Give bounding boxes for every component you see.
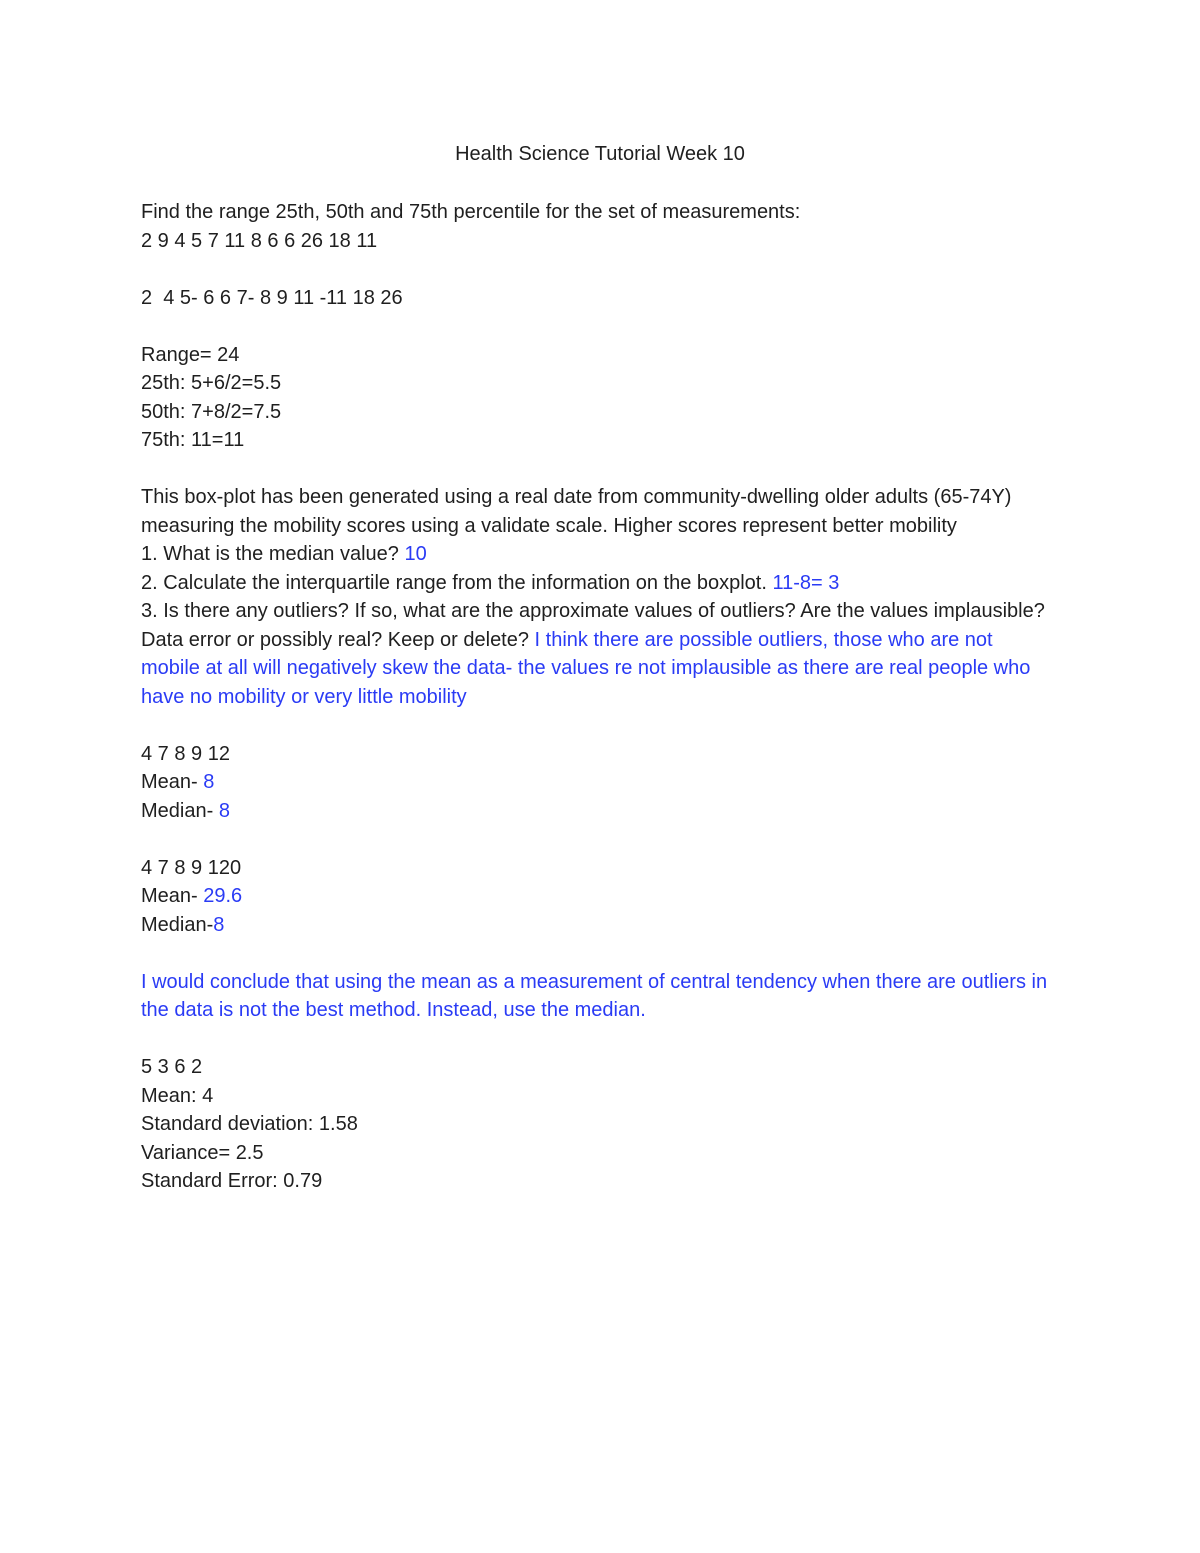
mean-2-value: 29.6 <box>203 885 243 907</box>
data-set-3: 5 3 6 2 <box>141 1056 203 1078</box>
spacer <box>141 825 1051 854</box>
answer-1: 10 <box>404 543 427 565</box>
spacer <box>141 255 1051 284</box>
question-1 <box>141 540 1051 569</box>
question-1-text: 1. What is the median value? <box>141 543 405 565</box>
median-1-label: Median- <box>141 799 219 822</box>
question-3-text: 3. Is there any outliers? If so, what are the approximate values of outliers? Are the values implausible? Data error or possibly real? Keep or delete? <box>141 600 1051 651</box>
median-2-value: 8 <box>213 913 225 936</box>
percentile-75th: 75th: 11=11 <box>141 429 245 451</box>
median-1-value: 8 <box>218 799 230 822</box>
standard-error: Standard Error: 0.79 <box>141 1170 323 1192</box>
median-2 <box>141 911 1051 940</box>
raw-measurements: 2 9 4 5 7 11 8 6 6 26 18 11 <box>141 229 378 252</box>
median-1 <box>141 797 1051 826</box>
mean-3: Mean: 4 <box>141 1084 214 1107</box>
mean-1-label: Mean- <box>141 771 204 793</box>
spacer <box>141 1025 1051 1054</box>
spacer <box>141 939 1051 968</box>
answer-2: 11-8= 3 <box>772 571 840 594</box>
percentile-question: Find the range 25th, 50th and 75th percentile for the set of measurements: <box>141 201 801 223</box>
variance: Variance= 2.5 <box>141 1141 264 1164</box>
mean-1-value: 8 <box>203 771 215 793</box>
data-set-1: 4 7 8 9 12 <box>141 742 230 765</box>
document-body <box>141 198 1051 1196</box>
conclusion: I would conclude that using the mean as a measurement of central tendency when there are outliers in the data is not the best method. Instead, use the median. <box>141 970 1053 1021</box>
mean-2 <box>141 882 1051 911</box>
standard-deviation: Standard deviation: 1.58 <box>141 1113 358 1135</box>
percentile-50th: 50th: 7+8/2=7.5 <box>141 400 282 423</box>
mean-1 <box>141 768 1051 797</box>
question-3 <box>141 597 1051 711</box>
boxplot-intro: This box-plot has been generated using a real date from community-dwelling older adults (65-74Y) measuring the mobility scores using a validate scale. Higher scores represent better mobility <box>141 486 1018 537</box>
median-2-label: Median- <box>141 913 214 936</box>
answer-3: I think there are possible outliers, those who are not mobile at all will negatively skew the data- the values re not implausible as there are real people who have no mobility or very little mobility <box>141 628 1036 708</box>
spacer <box>141 455 1051 484</box>
percentile-25th: 25th: 5+6/2=5.5 <box>141 372 282 394</box>
mean-2-label: Mean- <box>141 885 204 907</box>
data-set-2: 4 7 8 9 120 <box>141 856 242 879</box>
spacer <box>141 711 1051 740</box>
document-title: Health Science Tutorial Week 10 <box>455 143 745 165</box>
spacer <box>141 312 1051 341</box>
range-result: Range= 24 <box>141 343 240 366</box>
question-2 <box>141 569 1051 598</box>
sorted-measurements: 2 4 5- 6 6 7- 8 9 11 -11 18 26 <box>141 286 403 309</box>
question-2-text: 2. Calculate the interquartile range from the information on the boxplot. <box>141 571 773 594</box>
